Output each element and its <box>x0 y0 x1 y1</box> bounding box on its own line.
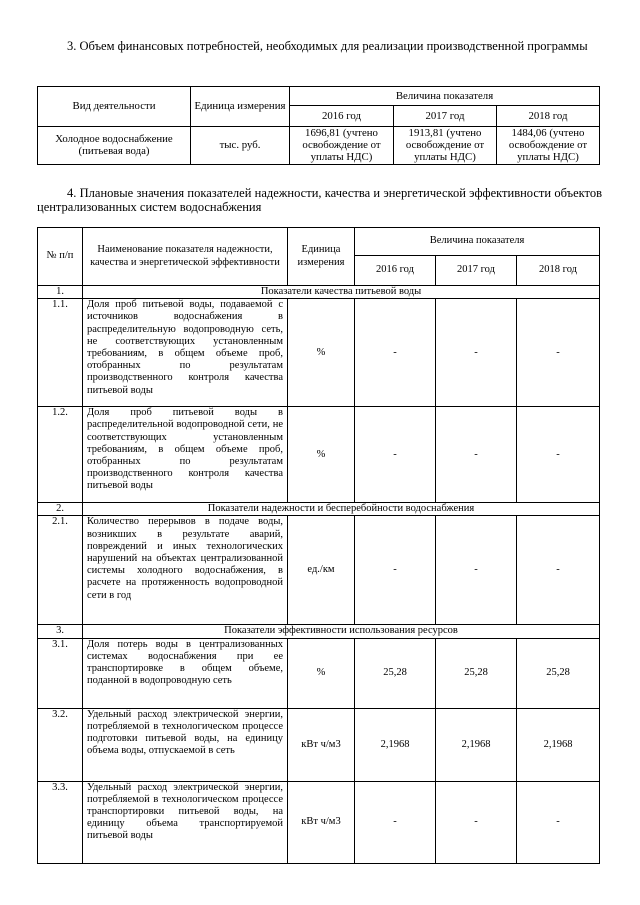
row-value-2016: - <box>355 781 436 863</box>
table-row <box>38 708 600 781</box>
row-value-2017: 2,1968 <box>436 708 517 781</box>
row-unit: % <box>288 638 355 708</box>
header-unit: Единица измерения <box>288 228 355 286</box>
row-unit: кВт ч/м3 <box>288 708 355 781</box>
header-value: Величина показателя <box>355 228 600 256</box>
row-num: 3.2. <box>38 708 83 781</box>
section-num: 3. <box>38 625 83 638</box>
row-value-2016: - <box>355 407 436 503</box>
row-name: Удельный расход электрической энергии, потребляемой в технологическом процессе подготовки питьевой воды, на единицу объема воды, отпускаемой в сеть <box>83 708 288 781</box>
row-name: Количество перерывов в подаче воды, возникших в результате аварий, повреждений и иных технологических нарушений на объектах централизованной системы холодного водоснабжения, в расчете на протяженность водопроводной сети в год <box>83 516 288 625</box>
row-value-2017: - <box>436 299 517 407</box>
row-unit: ед./км <box>288 516 355 625</box>
indicators-table <box>37 227 600 864</box>
header-year-2016: 2016 год <box>290 106 394 127</box>
row-value-2018: - <box>517 299 600 407</box>
table-row <box>38 407 600 503</box>
row-activity: Холодное водоснабжение (питьевая вода) <box>38 127 191 165</box>
row-value-2018: 25,28 <box>517 638 600 708</box>
header-activity: Вид деятельности <box>38 87 191 127</box>
table-row <box>38 781 600 863</box>
table-row <box>38 516 600 625</box>
row-unit: % <box>288 299 355 407</box>
row-num: 1.2. <box>38 407 83 503</box>
row-value-2016: - <box>355 299 436 407</box>
row-unit: кВт ч/м3 <box>288 781 355 863</box>
header-year-2018: 2018 год <box>497 106 600 127</box>
row-value-2018: 1484,06 (учтено освобождение от уплаты НДС) <box>497 127 600 165</box>
row-name: Доля проб питьевой воды, подаваемой с источников водоснабжения в распределительную водопроводную сеть, не соответствующих установленным требованиям, в общем объеме проб, отобранных по результатам производственного контроля качества питьевой воды <box>83 299 288 407</box>
row-num: 2.1. <box>38 516 83 625</box>
header-name: Наименование показателя надежности, качества и энергетической эффективности <box>83 228 288 286</box>
row-value-2017: - <box>436 407 517 503</box>
header-year-2018: 2018 год <box>517 256 600 286</box>
row-num: 1.1. <box>38 299 83 407</box>
section-title: Показатели качества питьевой воды <box>83 286 600 299</box>
row-value-2017: - <box>436 516 517 625</box>
header-unit: Единица измерения <box>191 87 290 127</box>
row-value-2018: - <box>517 407 600 503</box>
row-num: 3.3. <box>38 781 83 863</box>
row-name: Доля проб питьевой воды в распределительной водопроводной сети, не соответствующих установленным требованиям, в общем объеме проб, отобранных по результатам производственного контроля качества питьевой воды <box>83 407 288 503</box>
section-4-heading: 4. Плановые значения показателей надежности, качества и энергетической эффективности объектов централизованных систем водоснабжения <box>37 186 602 214</box>
row-value-2018: - <box>517 516 600 625</box>
row-value-2016: - <box>355 516 436 625</box>
row-value-2016: 1696,81 (учтено освобождение от уплаты НДС) <box>290 127 394 165</box>
section-title: Показатели эффективности использования ресурсов <box>83 625 600 638</box>
row-name: Доля потерь воды в централизованных системах водоснабжения при ее транспортировке в общем объеме, поданной в водопроводную сеть <box>83 638 288 708</box>
header-value: Величина показателя <box>290 87 600 106</box>
row-unit: % <box>288 407 355 503</box>
header-year-2017: 2017 год <box>394 106 497 127</box>
section-3-heading: 3. Объем финансовых потребностей, необходимых для реализации производственной программы <box>67 39 588 53</box>
section-num: 1. <box>38 286 83 299</box>
financial-needs-table <box>37 86 600 165</box>
row-value-2018: 2,1968 <box>517 708 600 781</box>
header-year-2017: 2017 год <box>436 256 517 286</box>
row-value-2016: 25,28 <box>355 638 436 708</box>
row-value-2017: - <box>436 781 517 863</box>
header-num: № п/п <box>38 228 83 286</box>
table-row <box>38 638 600 708</box>
row-value-2017: 1913,81 (учтено освобождение от уплаты НДС) <box>394 127 497 165</box>
row-value-2017: 25,28 <box>436 638 517 708</box>
row-num: 3.1. <box>38 638 83 708</box>
row-value-2018: - <box>517 781 600 863</box>
table-row <box>38 299 600 407</box>
row-unit: тыс. руб. <box>191 127 290 165</box>
row-value-2016: 2,1968 <box>355 708 436 781</box>
header-year-2016: 2016 год <box>355 256 436 286</box>
row-name: Удельный расход электрической энергии, потребляемой в технологическом процессе транспортировки питьевой воды, на единицу объема транспортируемой питьевой воды <box>83 781 288 863</box>
section-title: Показатели надежности и бесперебойности водоснабжения <box>83 503 600 516</box>
section-num: 2. <box>38 503 83 516</box>
